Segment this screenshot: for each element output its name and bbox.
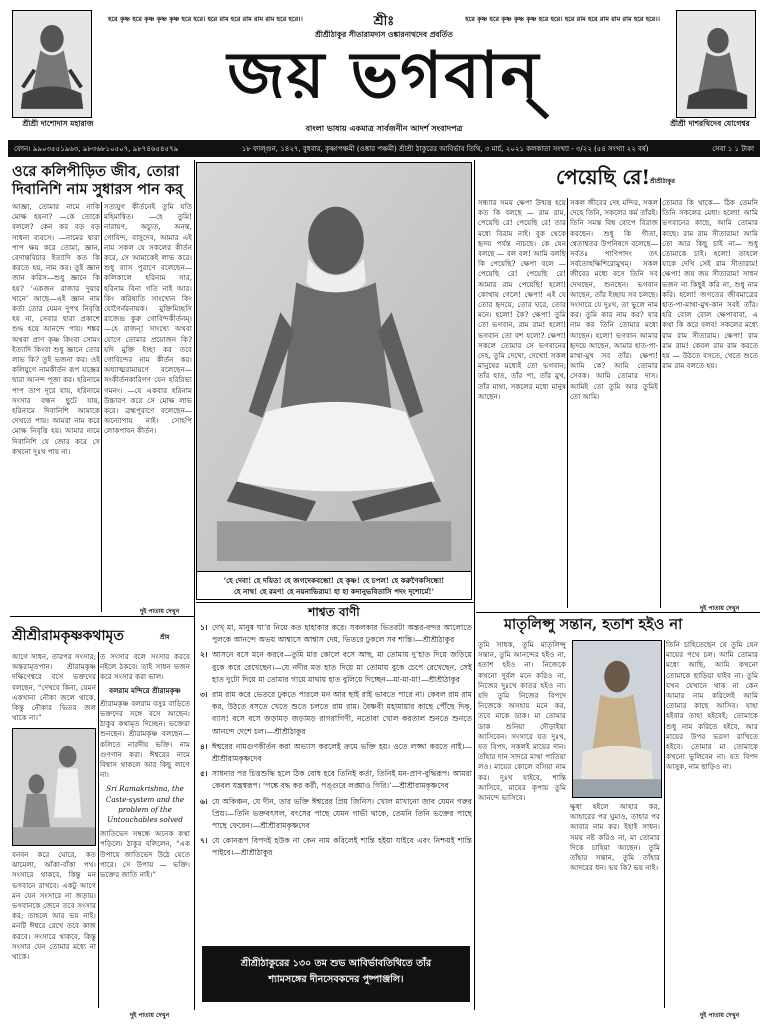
shashwata-item-text: আসনে বসে মনে করবে—তুমি মার কোলে বসে আছ, মা তোমায় দু’হাত দিয়ে জড়িয়ে বুকে করে রেখেছেন।—যে নদীর মত হাত দিয়ে মা তোমায় বুকে চেপে রেখেছেন, সেই হাত দুটো দিয়ে মা তোমার গায়ে মাথায় হাত বুলিয়ে দিচ্ছেন—মা-মা-মা!—শ্রীশ্রীঠাকুর xyxy=(212,650,472,684)
right-article-col3: তোমার কি থাকে— ঠিক তেমনি তিনি সকলের মেধা। হলো! আমি ভগবানের কাছে, আমি তোমার কাছে। রাম রাম সীতারাম! আমি তো আর কিছু চাই না— শুধু তোমাকে চাই। হলো! তাহলে যাকে দেখি সেই রাম সীতারাম! ক্ষেপা! জয় জয় সীতারাম! সাধন ভজন না কিছুই করি না, শুধু নাম করি। হলো! জগতের জীবমাত্রের হাত-পা-মাথা-মুখ-কান সবই তাঁর। হরি বোল বোল ক্ষেপাবাবা, এ কথা কি করে বলব! সকলের মধ্যে রাম রাম সীতারাম। ক্ষেপা! রাম রাম রাম! কেবল রাম রাম করতে হয় — উঠতে বসতে, খেতে শুতে রাম রাম বলতে হয়। xyxy=(662,198,758,371)
swami-photo xyxy=(572,640,662,798)
matri-headline: মাতৃলিপ্সু সন্তান, হতাশ হইও না xyxy=(504,616,683,633)
kathamrita-subheading: বলরাম মন্দিরে শ্রীরামকৃষ্ণ xyxy=(109,685,181,695)
newspaper-subtitle: বাংলা ভাষায় একমাত্র সার্বজনীন আদর্শ সংবাদপত্র xyxy=(305,123,463,133)
issue-date: ১৮ ফাল্গুন, ১৪২৭, বুধবার, কৃষ্ণাপঞ্চমী (ওঙ্কার পঞ্চমী) শ্রীশ্রী ঠাকুরের আবির্ভাব তিথি, ৩ মার্চ, ২০২১ কলকাতা সংখ্যা - ৩/২২ (৫৪ সংখ্যা ২২ বর্ষ) xyxy=(241,144,649,153)
divider xyxy=(567,198,568,608)
founder-line: শ্রীশ্রীঠাকুর সীতারামদাস ওঙ্কারনাথদেব প্রবর্তিত xyxy=(315,30,453,39)
main-photo xyxy=(196,162,472,572)
matri-col2: ক্ষুধা হইলে আহার কর, আহারের পর ঘুমাও, তাহার পর আবার নাম কর। ইহাই সাধন। সময় নষ্ট করিও না, মা তোমার দিকে চাহিয়া আছেন। তুমি তাঁহার সন্তান, তুমি তাঁহার আদরের ধন। ভয় কি? ভয় নাই। xyxy=(570,802,660,873)
shashwata-item xyxy=(200,768,472,792)
chant-left: হরে কৃষ্ণ হরে কৃষ্ণ কৃষ্ণ কৃষ্ণ হরে হরে। হরে রাম হরে রাম রাম রাম হরে হরে।। xyxy=(108,15,303,23)
swami-figure xyxy=(573,641,661,797)
left-article-continued: দুই পাতায় দেখুন xyxy=(140,608,180,615)
shashwata-item-text: ঈশ্বরের নামগুণকীর্তন করা অভ্যাস করলেই ক্রমে ভক্তি হয়। ওতে লজ্জা করতে নাই।—শ্রীশ্রীরামকৃষ্ণদেব xyxy=(212,741,472,764)
newspaper-logo: জয় ভগবান্ xyxy=(227,39,541,113)
kathamrita-col2-top: ত সংসার বলে সংসার করবে নইলে ঠকবে। তাই সাধন ভজন করে সংসার করা ভাল। xyxy=(100,652,190,682)
shashwata-item-number: ৫। xyxy=(200,769,208,779)
kathamrita-col2-mid: শ্রীরামকৃষ্ণ বলরাম বসুর বাড়িতে ভক্তদের সঙ্গে বসে আছেন। ঠাকুর কথামৃত দিচ্ছেন। ভক্তেরা শুনছেন। শ্রীরামকৃষ্ণ বলছেন— কলিতে নারদীয় ভক্তি। নাম গুণগান করা। ঈশ্বরের নামে বিশ্বাস থাকলে আর কিছু লাগে না। xyxy=(100,698,190,780)
kathamrita-col2 xyxy=(100,652,190,1008)
shashwata-item-number: ৬। xyxy=(200,796,208,806)
phone-numbers: ফোন। ৯৯০৩৫৫১৯৬৩, ৯৮৩৬৮১০৫০৭, ৯৮৭৪৬৫৪৫৭৯ xyxy=(14,144,179,153)
portrait-right-caption: শ্রীশ্রী দাশরথিদেব যোগেশ্বর xyxy=(670,119,750,128)
caption-line2: হে নাথ! হে রমণ! হে নয়নাভিরাম! হা হা কদানুভবিতাসি পদং দৃশোর্মে!’ xyxy=(233,587,435,596)
shashwata-item xyxy=(200,649,472,686)
shashwata-heading: শাশ্বত বাণী xyxy=(308,605,360,619)
shashwata-item xyxy=(200,622,472,646)
kathamrita-byline: শ্রীম xyxy=(160,634,170,641)
matri-continued: দুই পাতায় দেখুন xyxy=(700,1012,740,1019)
left-article-headline: ওরে কলিপীড়িত জীব, তোরা দিবানিশি নাম সুধারস পান কর্ xyxy=(12,163,183,198)
portrait-left-caption: শ্রীশ্রী দাশোদাস মহারাজ xyxy=(22,119,94,128)
matri-col1: তুমি সাধক, তুমি মাতৃলিপ্সু সন্তান, তুমি আনন্দের হইও না, হতাশ হইও না। নিজেকে কখনো দুর্বল মনে করিও না, নিজের দুঃখে কাতর হইও না। যদি তুমি নিজের বিপদে নিজেকে অসহায় মনে কর, তবে মাকে ডাক। মা তোমার ডাক শুনিয়া দৌড়াইয়া আসিবেন। সংসারে যত দুঃখ, যত বিপদ, সকলই মায়ের দান। তাঁহার দান সাদরে মাথা পাতিয়া লও। মায়ের কোলে বসিয়া নাম কর। দুঃখ যাইবে, শান্তি আসিবে, মায়ের কৃপায় তুমি আনন্দে ভাসিবে। xyxy=(478,640,566,803)
divider xyxy=(476,612,760,613)
divider xyxy=(660,198,661,608)
shashwata-item-number: ১। xyxy=(200,623,208,632)
shashwata-item-number: ৭। xyxy=(200,836,208,846)
shashwata-item-text: যে অকিঞ্চন, যে দীন, তার ভক্তি ঈশ্বরের প্রিয় জিনিস। খোল মাখানো জাব যেমন গরুর প্রিয়।—তিনি ভক্তবৎসল, বৎসের পাছে যেমন গাভী থাকে, তেমনি তিনি ভক্তের পাছে পাছে ফেরেন।—শ্রীশ্রীরামকৃষ্ণদেব xyxy=(212,796,472,831)
kathamrita-col1b: বনবন করে ঘোরে, কত ঝামেলা, আঁকা-বাঁকা পথ। সংসারে থাকবে, কিন্তু মন ভগবানে রাখবে। একটু আগে মন যেন সংসারে না জড়ায়। ভগবানকে জেনে তবে সংসার কর; তাহলে আর ভয় নাই। মনটি ঈশ্বরে রেখে তবে কাজ করবে। সংসারে থাকবে, কিন্তু সংসার যেন তোমার মধ্যে না থাকে। xyxy=(12,850,96,962)
shashwata-item xyxy=(200,796,472,833)
kathamrita-english-note: Sri Ramakrishna, the Caste-system and the problem of the Untouchables solved xyxy=(105,784,185,825)
divider xyxy=(10,616,194,617)
sree-mark: শ্রীঃ xyxy=(373,14,395,29)
matri-col3: তিনি চাহিতেছেন যে তুমি যেন মায়ের পথে চল। আমি তোমার মধ্যে আছি, আমি কখনো তোমাকে ছাড়িয়া যাইব না। তুমি যখন যেখানে থাক না কেন আমার নাম করিলেই আমি তোমার কাছে আসিব। যাহা হইবার তাহা হইবেই; তোমাকে শুধু নাম করিতে হইবে, আর মায়ের উপর ভরসা রাখিতে হইবে। তোমার মা তোমাকে কখনো ভুলিবেন না। যত বিপদ আসুক, নাম ছাড়িও না। xyxy=(666,640,758,772)
shashwata-list xyxy=(200,622,472,944)
left-article-col1: আজ্ঞা, তোমার নামে নাকি মোক্ষ হয়না? —কে তোকে বললে? কেন কর বড় বড় সাধনা ব্যবসে। —নামের দ্বারা পাপ ক্ষয় করে তোমা, জ্ঞান, বেদান্তবিচার ইত্যাদি কত কি করতে হয়, নাম কর। তুই জ্ঞান জান করিস—শুধু জ্ঞানে কি হয়? ‘একজন রাজার দুয়ার খানে’ আছে—এই জ্ঞান নাম কর্তা তোর যেমন দুপথ নিবৃত্তি হয় না, সেবার দ্বারা প্রকাশে শুদ্ধ হয়ে আনন্দে পায়। শঙ্কর অথবা প্রাণ কৃষ্ণ কিংবা সোমং ইত্যাদি কিংবা শুধু জ্ঞানে তোর লাভ কি? তুই ভজনা কর। ওই কলিযুগে নামকীর্তন রূপ যজ্ঞের দ্বারা আনন্দ পূজা কর। হরিনামে পাপ তাপ দূরে যায়, হরিনামে সংসার বন্ধন ছুটে যায়, হরিনামে দিবানিশি আমাকে দেখতে পায়। আমরা নাম করে মোক্ষ নিবৃত্তি হয়। আমার নামে দিবানিশি যে জোর করে সে কখনো দুঃখ পায় না। xyxy=(12,202,100,456)
date-bar xyxy=(8,140,760,157)
right-article-col1: সন্ধ্যার সময় ক্ষেপা উন্মত্ত হয়ে কত কি বলছে — রাম রাম, পেয়েছি রে! পেয়েছি রে! তার মধ্যে বিরাম নাই। বুক থেকে হৃদয় পর্যন্ত নাচছে। কে যেন বলছে — বল বল! আমি বলছি কি পেয়েছি? ক্ষেপা বলে — পেয়েছি রে! পেয়েছি রে! আমার রাম পেয়েছি! হলো! কোথায় গেলে! ক্ষেপা! এই যে তোর হৃদয়ে, তোর ঘরে, তোর মনে। হলো! কৈ? ক্ষেপা! তুমি তো ভগবান, রাম রাম! হলো! ভগবান তো বশ হলো? ক্ষেপা! সকলে তোমার সে ভগবানের দেহ, তুমি দেখো, দেখো! সকল মানুষের মধ্যেই তো ভগবান; তাঁর হাত, তাঁর পা, তাঁর মুখ, তাঁর মাথা, সকলের মধ্যে মানুষ আছেন। xyxy=(478,198,566,401)
price: সেবা ১ ১ টাকা xyxy=(712,144,754,153)
left-article-col2: সত্যযুগ কীর্তনেই তুমি যতি মহিমান্বিত। —হে তুমি! নারায়ণ, অচ্যুত, অনন্ত, গোবিন্দ, বাসুদেব, আমার এই নাম সকল যে সকলের কীর্তন করে, সে আমাকেই লাভ করে। শুধু ব্যাস পুরাণে বলেছেন—কলিকালে হরিনাম সার, হরিনাম বিনা গতি নাই আর। কিং করিষ্যতি সাংখ্যেন কিং যোগৈর্নরনায়ক। মুক্তিমিচ্ছসি রাজেন্দ্র কুরু গোবিন্দকীর্তনম্। —হে রাজন্! সাংখ্যে অথবা যোগে তোমার প্রয়োজন কি? যদি মুক্তি ইচ্ছা কর তবে গোবিন্দের নাম কীর্তন কর। অধ্যাত্মরামায়ণে বলেছেন— সংকীর্তনকারিগণ যেন হরিরিভ্য গমনং। —যে একবার হরিনাম উচ্চারণ করে সে মোক্ষ লাভ করে। ব্রহ্মপুরাণে বলেছেন— অন্যোপায় নাই। সোহপি লোকপাবন কীর্তন। xyxy=(104,202,192,436)
shashwata-item-number: ৪। xyxy=(200,741,208,751)
shashwata-item-text: রাম রাম করে ভেতরে ঢুকতে পারলে মন আর ছাই রাই ভাবতে পারে না। কেবল রাম রাম কর, উঠতে বসতে খেতে শুতে চলতে রাম রাম। বৈষ্ণবী মহামায়ার কাছে পৌঁছে দিক্, ব্যাস! বসে বসে জড়ামড় জড়ামড় রাগরাগিণী, নতোবা খোল করতাল শুনতে শুনতে আনন্দে দেশে চল।—শ্রীশ্রীঠাকুর xyxy=(212,690,472,736)
main-photo-caption xyxy=(196,572,472,600)
kathamrita-col1: আগে সাধন, তারপর সংসার; অন্তরামৃতপান। শ্রীরামকৃষ্ণ দক্ষিণেশ্বরে বসে ভক্তদের বলছেন, “দেখবে কিনা, যেমন একখানা নৌকা জলে থাকে, কিন্তু নৌকার ভিতর জল থাকে না।” xyxy=(12,652,96,723)
shashwata-item-number: ২। xyxy=(200,650,208,660)
shashwata-item xyxy=(200,689,472,738)
right-article-col2: সকল জীবের দেহ মন্দির, সকল দেহে তিনি, সকলের কর্ম তাঁরই। তিনি সমস্ত বিশ্ব ব্যেপে বিরাজ করছেন। শুধু কি গীতা, শ্বেতাশ্বতর উপনিষদে বলেছে— সর্বতঃ পাণিপাদং তৎ সর্বতোহক্ষিশিরোমুখম্। সকল জীবের মধ্যে বসে তিনি সব দেখছেন, শুনছেন। ভগবান আছেন, তাঁর ইচ্ছায় সব চলছে। সংসারে যে দুঃখ, তা ভুলে নাম কর। তুমি কার নাম কর? যার নাম কর তিনি তোমার মধ্যে আছেন। হলো! ভগবান আমার হৃদয়ে আছেন, আমার হাত-পা-মাথা-মুখ সব তাঁর। ক্ষেপা! আমি কে? আমি তোমার সেবক। আমি তোমার দাস। আমিই তো তুমি আর তুমিই তো আমি। xyxy=(570,198,658,401)
divider xyxy=(101,202,102,612)
kathamrita-headline: শ্রীশ্রীরামকৃষ্ণকথামৃত xyxy=(12,628,124,644)
right-article-continued: দুই পাতায় দেখুন xyxy=(700,605,740,612)
banner-line2: শ্যামসঙ্গের দীনসেবকদের পুষ্পাঞ্জলি। xyxy=(268,974,404,985)
shashwata-item-text: সাধনার পর চিত্তশুদ্ধি হলে ঠিক বোধ হবে তিনিই কর্তা, তিনিই মন-প্রাণ-বুদ্ধিরূপ। আমরা কেবল যন্ত্রস্বরূপ। ‘পঙ্কে বদ্ধ কর কর্রী, পঙ্গুরে লঙ্ঘাও গিরি।’—শ্রীশ্রীরামকৃষ্ণদেব xyxy=(212,769,472,791)
kathamrita-continued: দুই পাতায় দেখুন xyxy=(130,1012,170,1019)
divider xyxy=(98,652,99,1008)
masthead xyxy=(8,6,760,144)
shashwata-item xyxy=(200,741,472,765)
ramakrishna-figure xyxy=(13,729,95,845)
shashwata-item-number: ৩। xyxy=(200,690,208,700)
divider xyxy=(196,602,474,603)
right-article-byline: শ্রীশ্রীঠাকুর xyxy=(650,178,675,185)
anniversary-banner xyxy=(202,946,470,1002)
shashwata-item-text: যে কোনরূপ বিপদই হউক না কেন নাম করিলেই শান্তি হইয়া যাইবে এবং নিশ্চয়ই শান্তি পাইবে।—শ্রীশ্রীঠাকুর xyxy=(212,836,472,858)
kathamrita-col2-bot: জাতিভেদ সম্বন্ধে অনেক কথা পড়িলে। ঠাকুর বলিলেন, “এক উপায়ে জাতিভেদ উঠে যেতে পারে। সে উপায় — ভক্তি। ভক্তের জাতি নাই।” xyxy=(100,829,190,880)
divider xyxy=(474,160,475,1010)
divider xyxy=(664,640,665,1008)
seated-saint-photo xyxy=(197,163,471,571)
banner-line1: শ্রীশ্রীঠাকুরের ১৩০ তম শুভ আবির্ভাবতিথিতে তাঁর xyxy=(240,958,432,969)
caption-line1: ‘হে দেবা! হে দয়িত! হে জগদেকবন্ধো! হে কৃষ্ণ! হে চপল! হে করুণৈকসিন্ধো! xyxy=(223,576,445,585)
right-article-headline: পেয়েছি রে! xyxy=(556,165,651,189)
divider xyxy=(194,160,195,1010)
ramakrishna-photo xyxy=(12,728,96,846)
chant-right: হরে কৃষ্ণ হরে কৃষ্ণ কৃষ্ণ কৃষ্ণ হরে হরে। হরে রাম হরে রাম রাম রাম হরে হরে।। xyxy=(465,15,660,23)
shashwata-item xyxy=(200,835,472,859)
shashwata-item-text: দেখ্ মা, মানুষ ঘা’র নিয়ে কত হাহাকার করে। সকলকার ভিতরটা অন্তর-বন্দর আলোতে পুলকে আনন্দে অভয় আশ্বাসে আশ্বাস দেয়, ভিতরে ঢুকলে সব শান্তি।—শ্রীশ্রীঠাকুর xyxy=(212,623,472,645)
